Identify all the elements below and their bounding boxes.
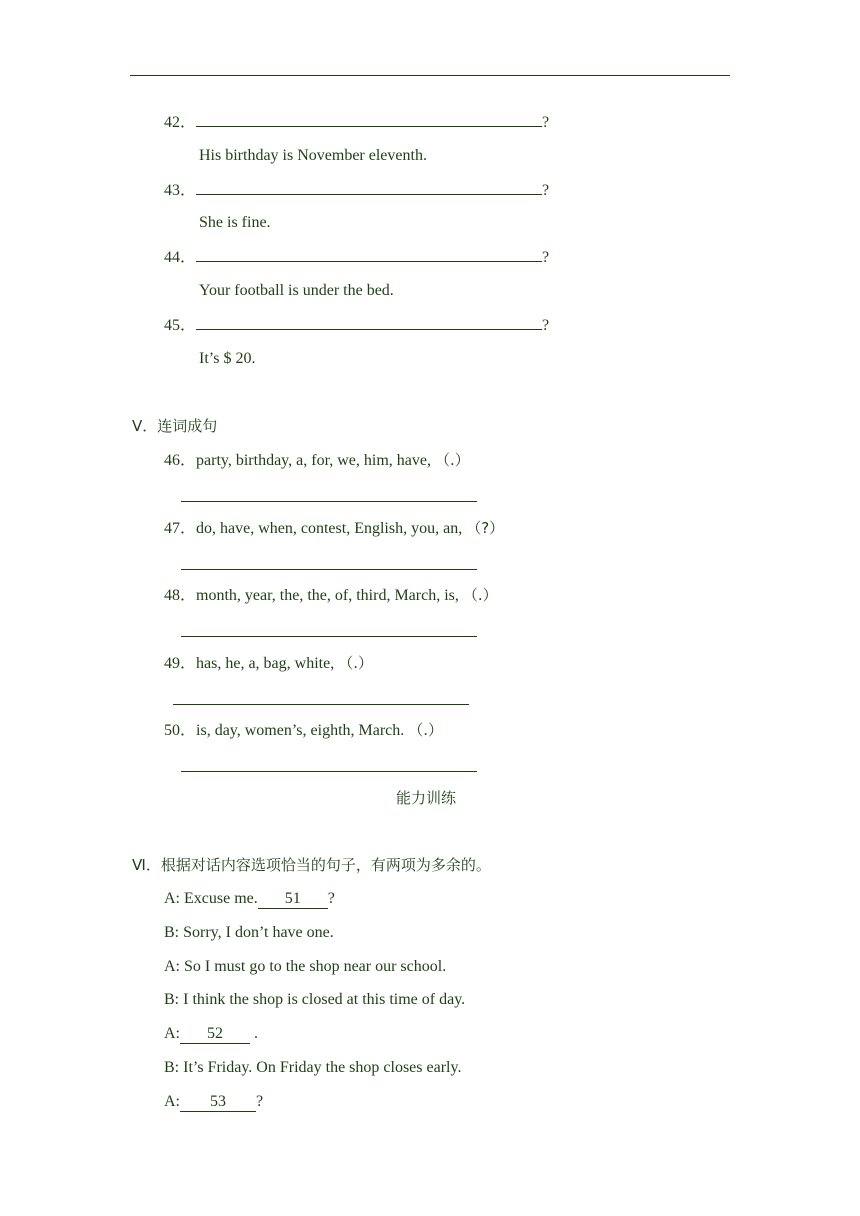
question-number: 43． <box>164 182 197 199</box>
speaker: A: <box>164 1093 180 1110</box>
dialogue-line-7 <box>164 1092 263 1112</box>
answer-45: It’s $ 20. <box>199 350 256 367</box>
item-48 <box>164 585 498 606</box>
answer-blank[interactable] <box>196 180 542 195</box>
speaker: A: <box>164 890 180 907</box>
answer-line-48[interactable] <box>181 636 477 637</box>
dialogue-line-4 <box>164 990 465 1010</box>
item-number: 48． <box>164 587 197 604</box>
item-punct: （.） <box>462 586 498 604</box>
dialogue-line-2 <box>164 923 334 943</box>
item-47 <box>164 518 504 539</box>
answer-line-49[interactable] <box>173 704 469 705</box>
item-words: do, have, when, contest, English, you, an, <box>196 520 463 537</box>
item-words: party, birthday, a, for, we, him, have, <box>196 452 431 469</box>
answer-blank[interactable] <box>196 112 542 127</box>
answer-44: Your football is under the bed. <box>199 282 394 299</box>
item-number: 46． <box>164 452 197 469</box>
item-number: 50． <box>164 722 197 739</box>
dialogue-text: Excuse me. <box>180 890 258 907</box>
item-46 <box>164 450 470 471</box>
question-44: 44． ? <box>164 249 550 266</box>
question-number: 42． <box>164 114 197 131</box>
item-punct: （.） <box>338 654 373 672</box>
dialogue-text: ? <box>256 1093 264 1110</box>
item-punct: （?） <box>466 519 505 537</box>
dialogue-text: Sorry, I don’t have one. <box>179 924 334 941</box>
answer-blank[interactable] <box>196 247 542 262</box>
dialogue-line-1 <box>164 889 335 909</box>
item-words: is, day, women’s, eighth, March. <box>196 722 405 739</box>
question-number: 44． <box>164 249 197 266</box>
speaker: A: <box>164 1025 180 1042</box>
section-title: 根据对话内容选项恰当的句子，有两项为多余的。 <box>160 856 491 874</box>
section-title: 连词成句 <box>157 417 218 435</box>
item-words: month, year, the, the, of, third, March, is, <box>196 587 459 604</box>
item-words: has, he, a, bag, white, <box>196 655 335 672</box>
item-50 <box>164 720 443 741</box>
dialogue-text: . <box>250 1025 258 1042</box>
item-punct: （.） <box>435 451 470 469</box>
blank-51[interactable]: 51 <box>258 890 328 909</box>
item-number: 49． <box>164 655 197 672</box>
dialogue-text: It’s Friday. On Friday the shop closes early. <box>179 1059 462 1076</box>
header-rule <box>130 75 730 76</box>
dialogue-text: So I must go to the shop near our school. <box>180 958 447 975</box>
question-43: 43． ? <box>164 182 550 199</box>
section-numeral: Ⅵ． <box>132 856 161 874</box>
speaker: B: <box>164 991 180 1008</box>
dialogue-text: ? <box>327 890 335 907</box>
answer-blank[interactable] <box>196 315 542 330</box>
section-6-heading <box>132 855 491 875</box>
answer-line-46[interactable] <box>181 501 477 502</box>
section-numeral: Ⅴ． <box>132 417 158 435</box>
answer-line-47[interactable] <box>181 569 477 570</box>
ability-heading: 能力训练 <box>396 789 457 807</box>
blank-52[interactable]: 52 <box>180 1025 250 1044</box>
speaker: B: <box>164 924 180 941</box>
blank-53[interactable]: 53 <box>180 1093 256 1112</box>
dialogue-text: I think the shop is closed at this time of day. <box>179 991 466 1008</box>
speaker: A: <box>164 958 180 975</box>
answer-line-50[interactable] <box>181 771 477 772</box>
answer-43: She is fine. <box>199 214 271 231</box>
dialogue-line-5 <box>164 1024 258 1044</box>
question-45: 45． ? <box>164 317 550 334</box>
item-number: 47． <box>164 520 197 537</box>
answer-42: His birthday is November eleventh. <box>199 147 427 164</box>
dialogue-line-6 <box>164 1058 461 1078</box>
question-number: 45． <box>164 317 197 334</box>
item-49 <box>164 653 373 674</box>
question-42: 42． ? <box>164 114 550 131</box>
item-punct: （.） <box>408 721 444 739</box>
speaker: B: <box>164 1059 180 1076</box>
section-5-heading <box>132 416 217 436</box>
dialogue-line-3 <box>164 957 446 977</box>
